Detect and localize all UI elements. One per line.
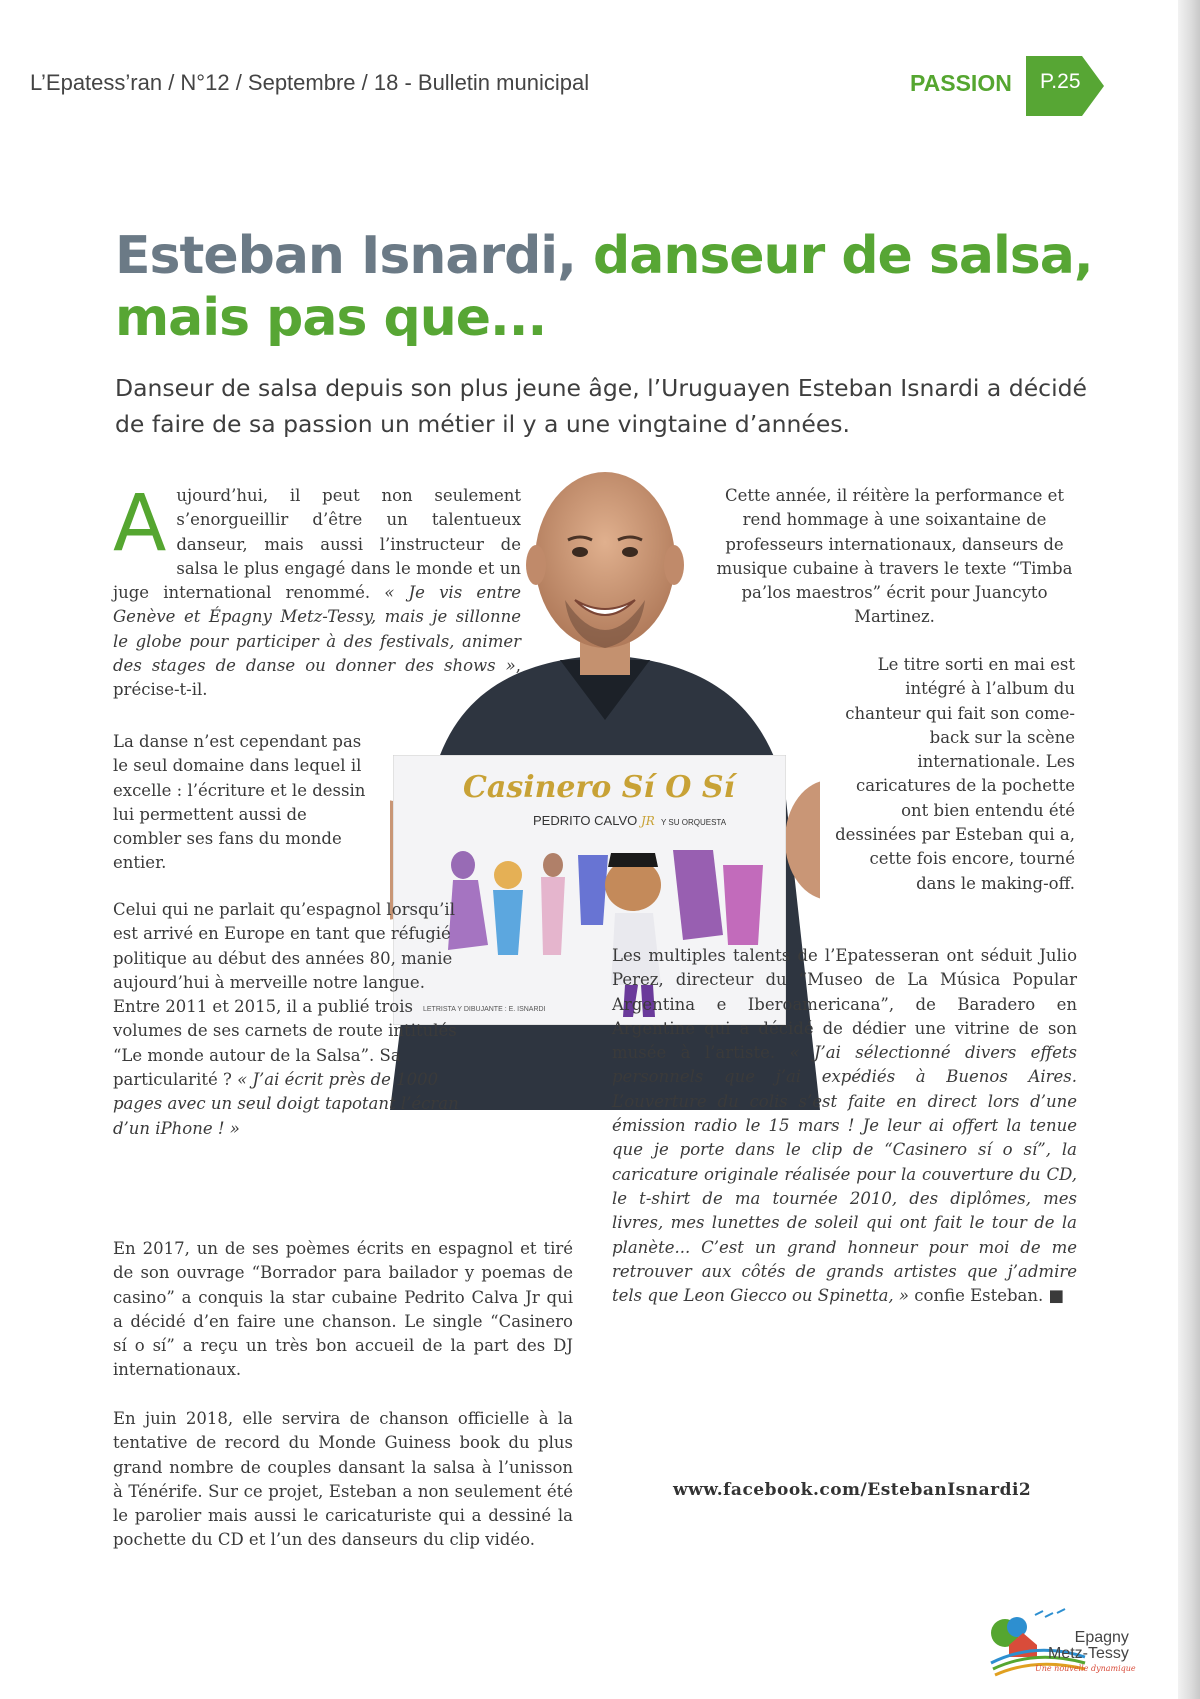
logo-text — [1048, 1630, 1129, 1662]
article-lead: Danseur de salsa depuis son plus jeune âge, l’Uruguayen Esteban Isnardi a décidé de faire de sa passion un métier il y a une vingtaine d’années. — [115, 374, 1087, 438]
paragraph-5: En juin 2018, elle servira de chanson officielle à la tentative de record du Monde Guiness book du plus grand nombre de couples dansant la salsa à l’unisson à Ténérife. Sur ce projet, Esteban a non seulement été le parolier mais aussi le caricaturiste qui a dessiné la pochette du CD et l’un des danseurs du clip vidéo. — [113, 1409, 573, 1550]
page-edge — [1178, 0, 1200, 1699]
paragraph-4: En 2017, un de ses poèmes écrits en espagnol et tiré de son ouvrage “Borrador para bailador y poemas de casino” a conquis la star cubaine Pedrito Calva Jr qui a décidé d’en faire une chanson. Le single “Casinero sí o sí” a reçu un très bon accueil de la part des DJ internationaux. — [113, 1239, 573, 1380]
album-title: Casinero Sí O Sí — [463, 770, 735, 805]
paragraph-6: Cette année, il réitère la performance et rend hommage à une soixantaine de professeurs internationaux, danseurs de musique cubaine à travers le texte “Timba pa’los maestros” écrit pour Juancyto Martinez. — [716, 486, 1073, 627]
paragraph-8 — [612, 944, 1077, 1308]
paragraph-2: La danse n’est cependant pas le seul domaine dans lequel il excelle : l’écriture et le dessin lui permettent aussi de combler ses fans du monde entier. — [113, 732, 366, 873]
paragraph-7: Le titre sorti en mai est intégré à l’album du chanteur qui fait son come-back sur la scène internationale. Les caricatures de la pochette ont bien entendu été dessinées par Esteban qui a, cette fois encore, tourné dans le making-off. — [835, 655, 1075, 893]
paragraph-8-quote: « J’ai sélectionné divers effets personnels que j’ai expédiés à Buenos Aires. L’ouverture du colis s’est faite en direct lors d’une émission radio le 15 mars ! Je leur ai offert la tenue que je porte dans le clip de “Casinero sí o sí”, la caricature originale réalisée pour la couverture du CD, le t-shirt de ma tournée 2010, des diplômes, mes livres, mes lunettes de soleil qui ont fait le tour de la planète... C’est un grand honneur pour moi de me retrouver aux côtés de grands artistes que j’admire tels que Leon Giecco ou Spinetta, » — [612, 1043, 1077, 1306]
end-mark: ■ — [1048, 1286, 1065, 1306]
paragraph-8-end: confie Esteban. — [909, 1286, 1044, 1306]
album-credits: LETRISTA Y DIBUJANTE : E. ISNARDI — [423, 1006, 546, 1013]
paragraph-1 — [113, 479, 521, 703]
drop-cap: A — [113, 479, 167, 569]
logo-line-2: Metz-Tessy — [1048, 1645, 1129, 1662]
paragraph-3-quote: « J’ai écrit près de 1000 pages avec un seul doigt tapotant l’écran d’un iPhone ! » — [113, 1070, 459, 1138]
paragraph-1-text: ujourd’hui, il peut non seulement s’enorgueillir d’être un talentueux danseur, mais aussi l’instructeur de salsa le plus engagé dans le monde et un juge international renommé. — [113, 486, 521, 603]
album-artist-suffix: JR — [641, 814, 655, 828]
title-rest: danseur de salsa, — [593, 226, 1093, 286]
logo-line-1: Epagny — [1074, 1629, 1129, 1646]
paragraph-8-text: Les multiples talents de l’Epatesseran ont séduit Julio Perez, directeur du “Museo de La Música Popular Argentina e Iberoamericana”, de Baradero en Argentine qui a décidé de dédier une vitrine de son musée à l’artiste. — [612, 946, 1077, 1063]
page-number-tag — [1026, 56, 1106, 116]
title-line2: mais pas que... — [115, 288, 547, 348]
paragraph-3 — [113, 898, 468, 1141]
facebook-link[interactable]: www.facebook.com/EstebanIsnardi2 — [673, 1480, 1032, 1500]
paragraph-1-quote: « Je vis entre Genève et Épagny Metz-Tessy, mais je sillonne le globe pour participer à des festivals, animer des stages de danse ou donner des shows » — [113, 583, 521, 676]
section-label: PASSION — [910, 70, 1012, 96]
article-title — [115, 225, 1093, 349]
page-number: P.25 — [1040, 70, 1081, 93]
title-name: Esteban Isnardi, — [115, 226, 576, 286]
album-band: Y SU ORQUESTA — [661, 818, 727, 827]
paragraph-1-end: , précise-t-il. — [113, 656, 521, 700]
album-artist: PEDRITO CALVO — [533, 813, 638, 828]
paragraph-3-text: Celui qui ne parlait qu’espagnol lorsqu’il est arrivé en Europe en tant que réfugié politique au début des années 80, manie aujourd’hui à merveille notre langue. Entre 2011 et 2015, il a publié trois volumes de ses carnets de route intitulés “Le monde autour de la Salsa”. Sa particularité ? — [113, 900, 457, 1090]
publication-header: L’Epatess’ran / N°12 / Septembre / 18 - Bulletin municipal — [30, 70, 590, 95]
logo-tagline: Une nouvelle dynamique — [1035, 1664, 1136, 1673]
